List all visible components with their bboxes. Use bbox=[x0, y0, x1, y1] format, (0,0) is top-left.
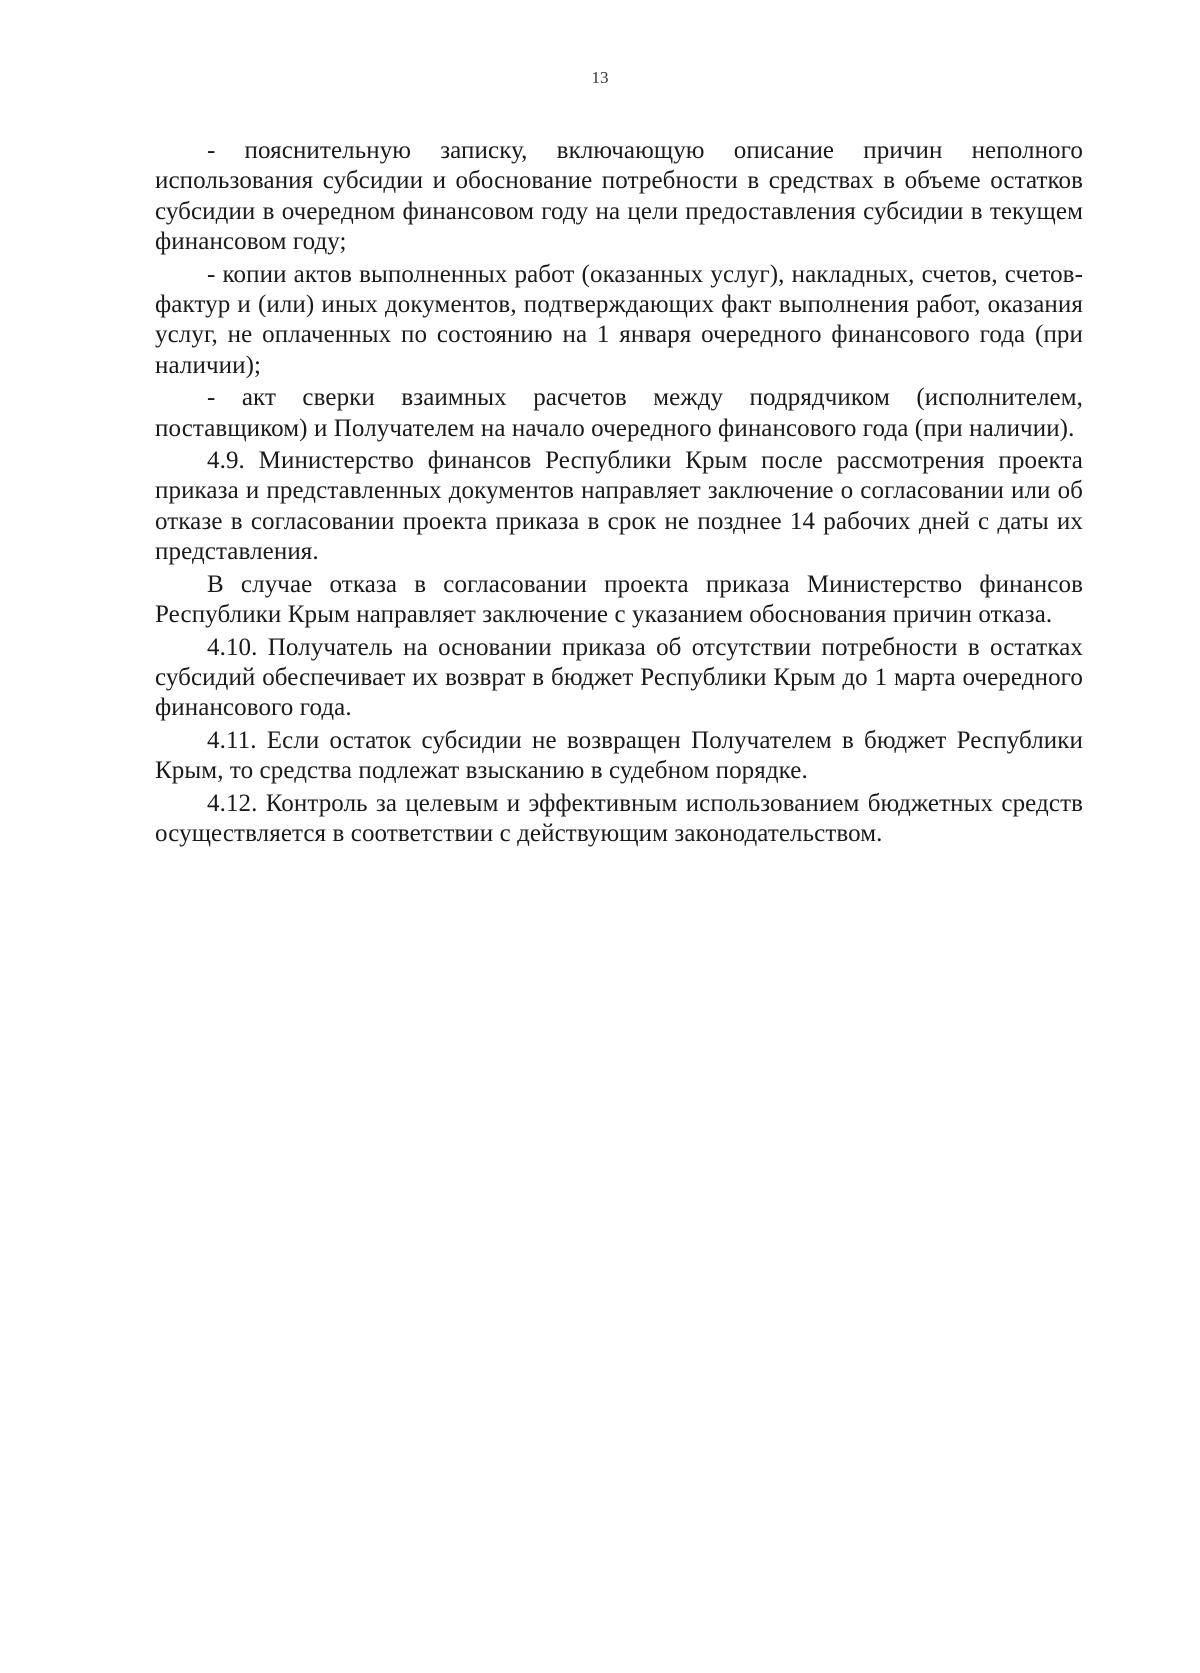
paragraph-explanatory-note: - пояснительную записку, включающую описание причин неполного использования субсидии и обоснование потребности в средствах в объеме остатков субсидии в очередном финансовом году на цели предоставления субсидии в текущем финансовом году; bbox=[155, 137, 1083, 256]
paragraph-4-9: 4.9. Министерство финансов Республики Крым после рассмотрения проекта приказа и представленных документов направляет заключение о согласовании или об отказе в согласовании проекта приказа в срок не позднее 14 рабочих дней с даты их представления. bbox=[155, 447, 1083, 566]
paragraph-reconciliation-act: - акт сверки взаимных расчетов между подрядчиком (исполнителем, поставщиком) и Получателем на начало очередного финансового года (при наличии). bbox=[155, 384, 1083, 442]
paragraph-acts-copies: - копии актов выполненных работ (оказанных услуг), накладных, счетов, счетов-фактур и (или) иных документов, подтверждающих факт выполнения работ, оказания услуг, не оплаченных по состоянию на 1 января очередного финансового года (при наличии); bbox=[155, 260, 1083, 379]
paragraph-4-11: 4.11. Если остаток субсидии не возвращен Получателем в бюджет Республики Крым, то средства подлежат взысканию в судебном порядке. bbox=[155, 726, 1083, 785]
page-number: 13 bbox=[591, 68, 609, 87]
document-text bbox=[155, 136, 1083, 849]
paragraph-4-10: 4.10. Получатель на основании приказа об отсутствии потребности в остатках субсидий обеспечивает их возврат в бюджет Республики Крым до 1 марта очередного финансового года. bbox=[155, 633, 1083, 722]
paragraph-4-12: 4.12. Контроль за целевым и эффективным использованием бюджетных средств осуществляется в соответствии с действующим законодательством. bbox=[155, 789, 1083, 847]
paragraph-refusal-case: В случае отказа в согласовании проекта приказа Министерство финансов Республики Крым направляет заключение с указанием обоснования причин отказа. bbox=[155, 570, 1083, 629]
